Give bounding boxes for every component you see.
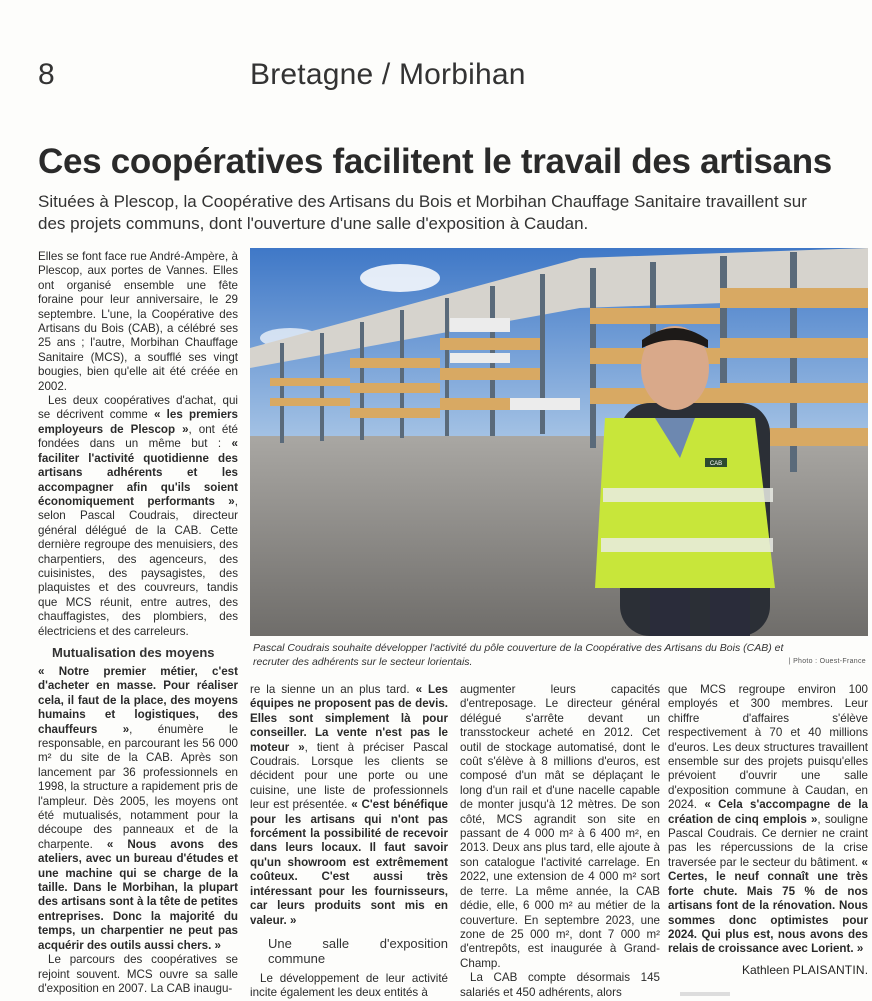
scan-artifact (680, 992, 730, 996)
quote-bold: « C'est bénéfique pour les artisans qui n'ont pas forcément la possibilité de recevoir dans leurs locaux. Il faut savoir qu'un showroom est extrêmement coûteux. C'est aussi très intéressant pour les fournisseurs, car leurs produits sont mis en valeur. » (250, 798, 449, 927)
paragraph: La CAB compte désormais 145 salariés et 450 adhérents, alors (460, 971, 660, 999)
photo-illustration (250, 248, 868, 636)
paragraph: Le parcours des coopératives se rejoint souvent. MCS ouvre sa salle d'exposition en 2007. La CAB inaugu- (38, 953, 238, 995)
photo-caption: Pascal Coudrais souhaite développer l'activité du pôle couverture de la Coopérative des Artisans du Bois (CAB) et recruter des adhérents sur le secteur lorientais. (253, 642, 784, 668)
page-number: 8 (38, 58, 55, 91)
article-column-2 (250, 683, 448, 1001)
article-column-3 (460, 683, 660, 1000)
article-column-4 (668, 683, 868, 957)
text-run: , ont été fondées dans un même but : (38, 422, 238, 451)
quote-bold: « Cela s'accompagne de la création de cinq emplois » (668, 798, 869, 826)
subheading: Une salle d'exposition commune (268, 935, 448, 966)
text-run: , selon Pascal Coudrais, directeur général délégué de la CAB. Cette dernière regroupe des menuisiers, des charpentiers, des agenceurs, des cuisinistes, des paysagistes, des plaquistes et des couvreurs, tandis que MCS réunit, entre autres, des chauffagistes, des plombiers, des électriciens et des carreleurs. (38, 494, 238, 638)
paragraph (668, 683, 868, 957)
quote-bold: « Certes, le neuf connaît une très forte chute. Mais 75 % de nos artisans font de la rénovation. Nous sommes donc optimistes pour 2024. Qui plus est, nous avons des relais de croissance avec Lorient. » (668, 855, 868, 956)
text-run: , tient à préciser Pascal Coudrais. Lorsque les clients se décident pour une porte ou une cuisine, une liste de professionnels leur est présentée. (250, 740, 448, 812)
text-run: , énumère le responsable, en parcourant les 56 000 m² du site de la CAB. Après son lancement par 36 professionnels en 1998, la structure a rapidement pris de l'ampleur. Dès 2005, les moyens ont été mutualisés, notamment pour la découpe des panneaux et de la charpente. (38, 722, 238, 851)
warehouse-photo (250, 248, 868, 636)
quote-bold: « Nous avons des ateliers, avec un bureau d'études et une machine qui se charge de la taille. Dans le Morbihan, la plupart des artisans sont à la tête de petites entreprises. Donc la majorité du temps, un charpentier ne peut pas acquérir des outils aussi chers. » (38, 837, 238, 952)
standfirst: Situées à Plescop, la Coopérative des Artisans du Bois et Morbihan Chauffage Sanitaire travaillent sur des projets communs, dont l'ouverture d'une salle d'exposition à Caudan. (38, 192, 807, 233)
subheading: Mutualisation des moyens (52, 644, 215, 660)
paragraph (38, 665, 238, 953)
quote-bold: « Notre premier métier, c'est d'acheter en masse. Pour réaliser cela, il faut de la place, des moyens humains et logistiques, des chauffeurs » (38, 664, 238, 736)
headline: Ces coopératives facilitent le travail des artisans (38, 142, 832, 181)
article-column-1 (38, 250, 238, 996)
author-last-name: PLAISANTIN. (792, 963, 869, 977)
quote-bold: « faciliter l'activité quotidienne des artisans adhérents et les accompagner afin qu'ils soient économiquement performants » (38, 437, 238, 508)
photo-credit: | Photo : Ouest-France (788, 658, 866, 665)
paragraph (38, 394, 238, 639)
paragraph (250, 683, 448, 928)
paragraph: Le développement de leur activité incite également les deux entités à (250, 971, 448, 1000)
vest-logo: CAB (709, 461, 723, 467)
text-run: que MCS regroupe environ 100 employés et 300 membres. Leur chiffre d'affaires s'élève respectivement à 70 et 40 millions d'euros. Les deux structures travaillent ensemble sur des projets puisqu'elles prévoient d'ouvrir une salle d'exposition commune à Caudan, en 2024. (668, 683, 868, 812)
text-run: Les deux coopératives d'achat, qui se décrivent comme (38, 394, 238, 422)
paragraph: augmenter leurs capacités d'entreposage. Le directeur général délégué s'arrête devant un transstockeur acheté en 2012. Cet outil de stockage automatisé, dont le coût s'élève à 8 millions d'euros, est composé d'un mât se déplaçant le long d'un rail et d'une nacelle capable de monter jusqu'à 12 mètres. De son côté, MCS agrandit son site en passant de 4 000 m² à 6 400 m², en 2013. Deux ans plus tard, elle ajoute à son catalogue l'activité carrelage. En 2022, une extension de 4 000 m² sort de terre. La même année, la CAB dédie, elle, 6 000 m² au métier de la couverture. En septembre 2023, une zone de 25 000 m², dont 7 000 m² d'entrepôts, est inaugurée à Grand-Champ. (460, 683, 660, 970)
quote-bold: « Les équipes ne proposent pas de devis. Elles sont simplement là pour conseiller. La vente n'est pas le moteur » (250, 683, 448, 754)
section-title: Bretagne / Morbihan (250, 58, 526, 91)
text-run: , souligne Pascal Coudrais. Ce dernier ne craint pas les répercussions de la crise traversée par le secteur du bâtiment. (668, 812, 869, 869)
author-first-name: Kathleen (742, 963, 790, 977)
text-run: re la sienne un an plus tard. (250, 683, 416, 696)
byline (742, 963, 868, 977)
quote-bold: « les premiers employeurs de Plescop » (38, 408, 238, 436)
paragraph: Elles se font face rue André-Ampère, à Plescop, aux portes de Vannes. Elles ont organisé ensemble une fête foraine pour leur anniversaire, le 29 septembre. L'une, la Coopérative des Artisans du Bois (CAB), a célébré ses 25 ans ; l'autre, Morbihan Chauffage Sanitaire (MCS), a soufflé ses vingt bougies, bien qu'elle ait été créée en 2002. (38, 250, 238, 393)
